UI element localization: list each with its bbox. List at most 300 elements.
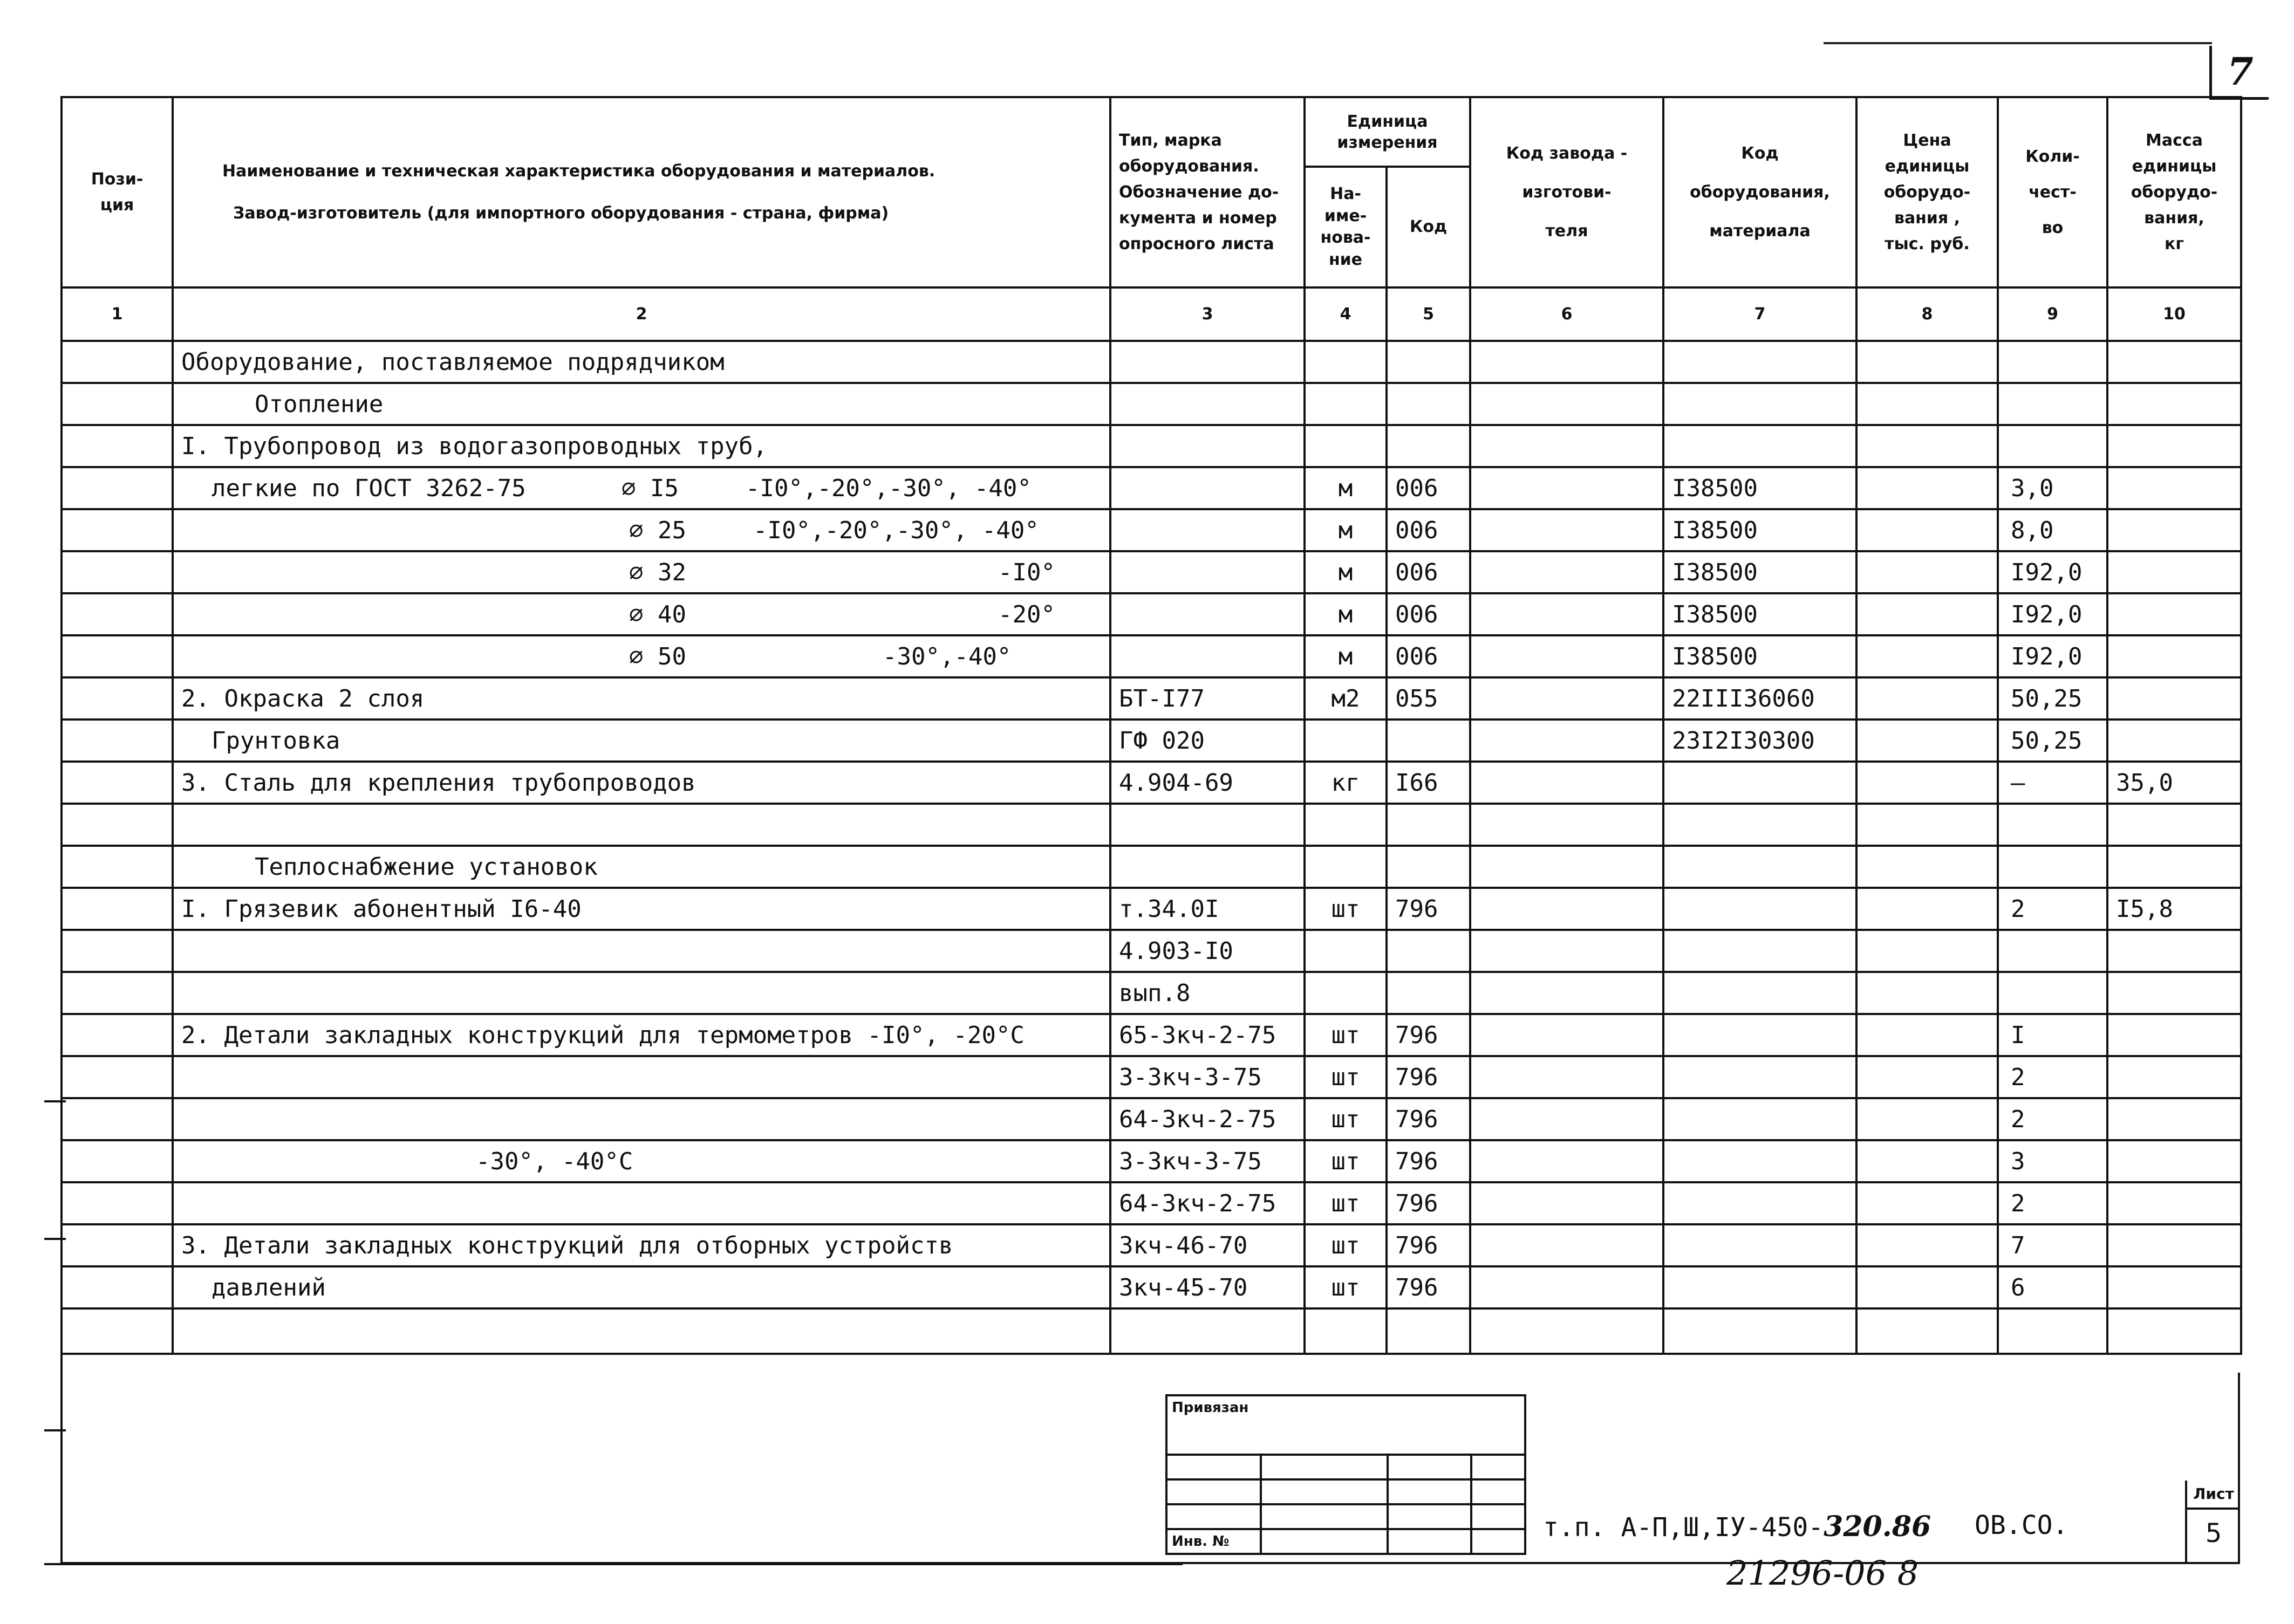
cell-type bbox=[1110, 383, 1305, 425]
cell-quantity bbox=[1998, 383, 2107, 425]
header-quantity: Коли- чест- во bbox=[1998, 97, 2107, 287]
cell-mass bbox=[2107, 930, 2241, 972]
header-factory-code: Код завода - изготови- теля bbox=[1470, 97, 1663, 287]
cell-quantity bbox=[1998, 930, 2107, 972]
stamp-cell bbox=[1388, 1504, 1471, 1529]
cell-type: т.34.0I bbox=[1110, 888, 1305, 930]
cell-type: 4.903-I0 bbox=[1110, 930, 1305, 972]
sheet-label: Лист bbox=[2187, 1481, 2240, 1510]
cell-price bbox=[1856, 1224, 1998, 1266]
pipe-diameter: ∅ 25 bbox=[629, 516, 686, 544]
cell-position bbox=[62, 593, 173, 635]
cell-unit-code: I66 bbox=[1387, 762, 1470, 804]
cell-material-code: 22III36060 bbox=[1663, 677, 1856, 720]
cell-material-code bbox=[1663, 1056, 1856, 1098]
cell-material-code bbox=[1663, 1308, 1856, 1354]
table-row bbox=[62, 425, 2241, 467]
cell-name bbox=[173, 467, 1110, 509]
cell-position bbox=[62, 677, 173, 720]
cell-name: Оборудование, поставляемое подрядчиком bbox=[173, 341, 1110, 383]
cell-position bbox=[62, 1266, 173, 1308]
cell-material-code: 23I2I30300 bbox=[1663, 720, 1856, 762]
cell-mass bbox=[2107, 1098, 2241, 1140]
cell-factory-code bbox=[1470, 972, 1663, 1014]
cell-name bbox=[173, 593, 1110, 635]
cell-price bbox=[1856, 1182, 1998, 1224]
cell-price bbox=[1856, 930, 1998, 972]
pipe-diameter: ∅ I5 bbox=[622, 474, 679, 502]
cell-factory-code bbox=[1470, 1098, 1663, 1140]
cell-quantity: 2 bbox=[1998, 1182, 2107, 1224]
column-number: 1 bbox=[62, 287, 173, 341]
cell-mass bbox=[2107, 509, 2241, 551]
column-number: 3 bbox=[1110, 287, 1305, 341]
cell-type bbox=[1110, 551, 1305, 593]
cell-factory-code bbox=[1470, 593, 1663, 635]
cell-unit-name bbox=[1305, 972, 1387, 1014]
cell-quantity: I92,0 bbox=[1998, 635, 2107, 677]
cell-material-code: I38500 bbox=[1663, 635, 1856, 677]
cell-position bbox=[62, 635, 173, 677]
cell-name bbox=[173, 509, 1110, 551]
header-mass: Масса единицы оборудо- вания, кг bbox=[2107, 97, 2241, 287]
cell-quantity bbox=[1998, 1308, 2107, 1354]
cell-mass bbox=[2107, 635, 2241, 677]
cell-type: 64-3кч-2-75 bbox=[1110, 1098, 1305, 1140]
cell-unit-name: м bbox=[1305, 551, 1387, 593]
cell-mass bbox=[2107, 1182, 2241, 1224]
stamp-cell bbox=[1471, 1504, 1525, 1529]
cell-factory-code bbox=[1470, 509, 1663, 551]
cell-type: 3кч-45-70 bbox=[1110, 1266, 1305, 1308]
cell-factory-code bbox=[1470, 467, 1663, 509]
cell-position bbox=[62, 383, 173, 425]
bottom-frame-line bbox=[44, 1563, 1183, 1565]
temperature-range: -I0°,-20°,-30°, -40° bbox=[753, 516, 1039, 544]
left-frame-line bbox=[60, 96, 63, 1563]
column-number: 6 bbox=[1470, 287, 1663, 341]
cell-material-code: I38500 bbox=[1663, 551, 1856, 593]
stamp-cell bbox=[1166, 1504, 1261, 1529]
column-number: 7 bbox=[1663, 287, 1856, 341]
cell-factory-code bbox=[1470, 1014, 1663, 1056]
pipe-diameter: ∅ 50 bbox=[629, 642, 686, 670]
temperature-range: -I0° bbox=[998, 558, 1055, 586]
cell-name bbox=[173, 1182, 1110, 1224]
cell-factory-code bbox=[1470, 762, 1663, 804]
cell-type bbox=[1110, 1308, 1305, 1354]
column-number: 2 bbox=[173, 287, 1110, 341]
cell-unit-name: шт bbox=[1305, 1098, 1387, 1140]
margin-tick bbox=[44, 1238, 66, 1240]
cell-unit-name: кг bbox=[1305, 762, 1387, 804]
cell-factory-code bbox=[1470, 804, 1663, 846]
cell-name bbox=[173, 1308, 1110, 1354]
cell-position bbox=[62, 1098, 173, 1140]
cell-price bbox=[1856, 1140, 1998, 1182]
cell-type bbox=[1110, 804, 1305, 846]
sheet-corner-number: 7 bbox=[2209, 46, 2269, 100]
header-name-line2: Завод-изготовитель (для импортного оборудования - страна, фирма) bbox=[233, 203, 889, 223]
table-row bbox=[62, 341, 2241, 383]
cell-price bbox=[1856, 467, 1998, 509]
cell-type: БТ-I77 bbox=[1110, 677, 1305, 720]
cell-price bbox=[1856, 593, 1998, 635]
cell-name bbox=[173, 972, 1110, 1014]
header-unit-name: На- име- нова- ние bbox=[1305, 167, 1387, 287]
header-unit-code: Код bbox=[1387, 167, 1470, 287]
cell-unit-code bbox=[1387, 720, 1470, 762]
document-code bbox=[1543, 1510, 1931, 1543]
cell-quantity: 2 bbox=[1998, 1056, 2107, 1098]
cell-name-text: легкие по ГОСТ 3262-75 bbox=[211, 474, 526, 502]
cell-unit-code bbox=[1387, 846, 1470, 888]
cell-price bbox=[1856, 509, 1998, 551]
cell-unit-code: 006 bbox=[1387, 467, 1470, 509]
table-row bbox=[62, 1014, 2241, 1056]
cell-price bbox=[1856, 762, 1998, 804]
cell-unit-name: шт bbox=[1305, 1140, 1387, 1182]
cell-name: Отопление bbox=[173, 383, 1110, 425]
specification-table bbox=[60, 96, 2242, 1355]
cell-price bbox=[1856, 888, 1998, 930]
cell-position bbox=[62, 1014, 173, 1056]
cell-mass bbox=[2107, 1266, 2241, 1308]
cell-quantity bbox=[1998, 846, 2107, 888]
stamp-cell bbox=[1471, 1455, 1525, 1479]
cell-quantity: 6 bbox=[1998, 1266, 2107, 1308]
cell-unit-name: шт bbox=[1305, 1182, 1387, 1224]
cell-type bbox=[1110, 635, 1305, 677]
cell-unit-code bbox=[1387, 1308, 1470, 1354]
cell-material-code bbox=[1663, 1224, 1856, 1266]
stamp-cell bbox=[1388, 1455, 1471, 1479]
cell-mass bbox=[2107, 1308, 2241, 1354]
cell-quantity: 3 bbox=[1998, 1140, 2107, 1182]
cell-material-code: I38500 bbox=[1663, 467, 1856, 509]
cell-mass bbox=[2107, 677, 2241, 720]
cell-position bbox=[62, 1140, 173, 1182]
cell-name: 3. Детали закладных конструкций для отборных устройств bbox=[173, 1224, 1110, 1266]
cell-unit-name bbox=[1305, 1308, 1387, 1354]
cell-unit-code: 006 bbox=[1387, 551, 1470, 593]
cell-unit-code bbox=[1387, 930, 1470, 972]
temperature-range: -I0°,-20°,-30°, -40° bbox=[746, 474, 1032, 502]
column-number: 5 bbox=[1387, 287, 1470, 341]
cell-quantity: 3,0 bbox=[1998, 467, 2107, 509]
cell-name bbox=[173, 1098, 1110, 1140]
cell-position bbox=[62, 1308, 173, 1354]
cell-position bbox=[62, 1182, 173, 1224]
cell-mass bbox=[2107, 972, 2241, 1014]
stamp-bound-label: Привязан bbox=[1166, 1395, 1525, 1455]
cell-name: I. Трубопровод из водогазопроводных труб, bbox=[173, 425, 1110, 467]
cell-type: вып.8 bbox=[1110, 972, 1305, 1014]
sheet-number-box bbox=[2185, 1481, 2240, 1564]
temperature-range: -20° bbox=[998, 600, 1055, 628]
cell-mass bbox=[2107, 846, 2241, 888]
cell-price bbox=[1856, 1308, 1998, 1354]
cell-name bbox=[173, 635, 1110, 677]
cell-mass bbox=[2107, 341, 2241, 383]
cell-price bbox=[1856, 383, 1998, 425]
cell-unit-code: 796 bbox=[1387, 1056, 1470, 1098]
cell-factory-code bbox=[1470, 930, 1663, 972]
cell-mass bbox=[2107, 551, 2241, 593]
cell-price bbox=[1856, 804, 1998, 846]
cell-unit-name: м bbox=[1305, 593, 1387, 635]
cell-mass bbox=[2107, 1014, 2241, 1056]
cell-unit-name bbox=[1305, 341, 1387, 383]
cell-type: 64-3кч-2-75 bbox=[1110, 1182, 1305, 1224]
cell-type: 4.904-69 bbox=[1110, 762, 1305, 804]
stamp-cell bbox=[1471, 1479, 1525, 1504]
cell-material-code bbox=[1663, 888, 1856, 930]
cell-type bbox=[1110, 593, 1305, 635]
cell-factory-code bbox=[1470, 1224, 1663, 1266]
cell-unit-code: 006 bbox=[1387, 509, 1470, 551]
cell-quantity bbox=[1998, 425, 2107, 467]
cell-quantity: I92,0 bbox=[1998, 593, 2107, 635]
cell-name: 2. Детали закладных конструкций для термометров -I0°, -20°С bbox=[173, 1014, 1110, 1056]
cell-unit-code bbox=[1387, 972, 1470, 1014]
cell-factory-code bbox=[1470, 1056, 1663, 1098]
table-row bbox=[62, 1266, 2241, 1308]
cell-unit-code: 796 bbox=[1387, 1140, 1470, 1182]
cell-name: -30°, -40°С bbox=[173, 1140, 1110, 1182]
cell-unit-name bbox=[1305, 720, 1387, 762]
stamp-cell bbox=[1261, 1504, 1388, 1529]
cell-unit-code: 796 bbox=[1387, 1014, 1470, 1056]
cell-unit-code bbox=[1387, 383, 1470, 425]
cell-type bbox=[1110, 846, 1305, 888]
margin-tick bbox=[44, 1100, 66, 1102]
column-numbers-row bbox=[62, 287, 2241, 341]
cell-quantity: 2 bbox=[1998, 1098, 2107, 1140]
cell-factory-code bbox=[1470, 720, 1663, 762]
cell-factory-code bbox=[1470, 846, 1663, 888]
cell-mass bbox=[2107, 593, 2241, 635]
cell-unit-name: м bbox=[1305, 467, 1387, 509]
cell-quantity: I bbox=[1998, 1014, 2107, 1056]
cell-unit-name: м bbox=[1305, 509, 1387, 551]
cell-name bbox=[173, 1056, 1110, 1098]
cell-price bbox=[1856, 846, 1998, 888]
cell-price bbox=[1856, 972, 1998, 1014]
cell-name bbox=[173, 551, 1110, 593]
table-row bbox=[62, 1098, 2241, 1140]
table-row bbox=[62, 509, 2241, 551]
cell-factory-code bbox=[1470, 341, 1663, 383]
cell-mass bbox=[2107, 425, 2241, 467]
table-row bbox=[62, 972, 2241, 1014]
cell-material-code bbox=[1663, 972, 1856, 1014]
cell-unit-name: шт bbox=[1305, 888, 1387, 930]
cell-type: 3-3кч-3-75 bbox=[1110, 1056, 1305, 1098]
cell-price bbox=[1856, 1056, 1998, 1098]
cell-quantity: – bbox=[1998, 762, 2107, 804]
column-number: 8 bbox=[1856, 287, 1998, 341]
cell-factory-code bbox=[1470, 888, 1663, 930]
cell-mass bbox=[2107, 1140, 2241, 1182]
stamp-cell bbox=[1166, 1455, 1261, 1479]
cell-name: Теплоснабжение установок bbox=[173, 846, 1110, 888]
cell-material-code bbox=[1663, 383, 1856, 425]
cell-name: 2. Окраска 2 слоя bbox=[173, 677, 1110, 720]
cell-factory-code bbox=[1470, 1266, 1663, 1308]
table-row bbox=[62, 846, 2241, 888]
top-border-line bbox=[1824, 42, 2212, 44]
cell-type bbox=[1110, 509, 1305, 551]
table-row bbox=[62, 677, 2241, 720]
cell-name: 3. Сталь для крепления трубопроводов bbox=[173, 762, 1110, 804]
cell-unit-name: шт bbox=[1305, 1014, 1387, 1056]
cell-name: I. Грязевик абонентный I6-40 bbox=[173, 888, 1110, 930]
cell-factory-code bbox=[1470, 1140, 1663, 1182]
cell-quantity: 50,25 bbox=[1998, 720, 2107, 762]
cell-position bbox=[62, 551, 173, 593]
cell-position bbox=[62, 762, 173, 804]
cell-type: ГФ 020 bbox=[1110, 720, 1305, 762]
cell-position bbox=[62, 467, 173, 509]
cell-price bbox=[1856, 1098, 1998, 1140]
document-code-prefix: т.п. А-П,Ш,IУ-450- bbox=[1543, 1512, 1824, 1543]
cell-unit-code: 006 bbox=[1387, 593, 1470, 635]
cell-mass bbox=[2107, 383, 2241, 425]
stamp-cell bbox=[1261, 1455, 1388, 1479]
cell-mass bbox=[2107, 720, 2241, 762]
table-row bbox=[62, 593, 2241, 635]
cell-mass: 35,0 bbox=[2107, 762, 2241, 804]
table-row bbox=[62, 720, 2241, 762]
header-price: Цена единицы оборудо- вания , тыс. руб. bbox=[1856, 97, 1998, 287]
cell-mass bbox=[2107, 804, 2241, 846]
cell-price bbox=[1856, 635, 1998, 677]
stamp-cell bbox=[1166, 1479, 1261, 1504]
cell-quantity: 2 bbox=[1998, 888, 2107, 930]
cell-unit-code bbox=[1387, 341, 1470, 383]
cell-position bbox=[62, 1224, 173, 1266]
table-row bbox=[62, 635, 2241, 677]
binding-stamp bbox=[1165, 1394, 1526, 1555]
cell-quantity: I92,0 bbox=[1998, 551, 2107, 593]
cell-type bbox=[1110, 341, 1305, 383]
cell-type: 65-3кч-2-75 bbox=[1110, 1014, 1305, 1056]
cell-factory-code bbox=[1470, 635, 1663, 677]
cell-price bbox=[1856, 677, 1998, 720]
stamp-cell bbox=[1261, 1479, 1388, 1504]
cell-unit-code bbox=[1387, 425, 1470, 467]
stamp-cell bbox=[1261, 1529, 1388, 1554]
cell-position bbox=[62, 425, 173, 467]
cell-factory-code bbox=[1470, 425, 1663, 467]
table-row bbox=[62, 1224, 2241, 1266]
cell-position bbox=[62, 846, 173, 888]
cell-unit-code: 796 bbox=[1387, 888, 1470, 930]
table-row bbox=[62, 1056, 2241, 1098]
cell-factory-code bbox=[1470, 383, 1663, 425]
header-name bbox=[173, 97, 1110, 287]
cell-material-code bbox=[1663, 1266, 1856, 1308]
pipe-diameter: ∅ 32 bbox=[629, 558, 686, 586]
cell-material-code bbox=[1663, 341, 1856, 383]
cell-price bbox=[1856, 720, 1998, 762]
cell-mass bbox=[2107, 1056, 2241, 1098]
cell-unit-name bbox=[1305, 846, 1387, 888]
table-row bbox=[62, 804, 2241, 846]
cell-position bbox=[62, 972, 173, 1014]
table-row bbox=[62, 467, 2241, 509]
cell-unit-name bbox=[1305, 930, 1387, 972]
stamp-cell bbox=[1471, 1529, 1525, 1554]
cell-unit-code: 055 bbox=[1387, 677, 1470, 720]
cell-mass: I5,8 bbox=[2107, 888, 2241, 930]
stamp-cell bbox=[1388, 1479, 1471, 1504]
cell-material-code: I38500 bbox=[1663, 509, 1856, 551]
temperature-range: -30°,-40° bbox=[883, 642, 1012, 670]
table-row bbox=[62, 551, 2241, 593]
table-row bbox=[62, 1182, 2241, 1224]
cell-position bbox=[62, 1056, 173, 1098]
cell-type: 3кч-46-70 bbox=[1110, 1224, 1305, 1266]
column-number: 10 bbox=[2107, 287, 2241, 341]
table-row bbox=[62, 383, 2241, 425]
cell-price bbox=[1856, 341, 1998, 383]
cell-unit-name: шт bbox=[1305, 1266, 1387, 1308]
cell-unit-code: 796 bbox=[1387, 1098, 1470, 1140]
cell-price bbox=[1856, 425, 1998, 467]
specification-body bbox=[62, 341, 2241, 1354]
cell-unit-code: 796 bbox=[1387, 1266, 1470, 1308]
header-material-code: Код оборудования, материала bbox=[1663, 97, 1856, 287]
table-row bbox=[62, 1140, 2241, 1182]
document-code-handwritten: 320.86 bbox=[1824, 1510, 1931, 1543]
cell-type bbox=[1110, 425, 1305, 467]
cell-position bbox=[62, 888, 173, 930]
cell-quantity bbox=[1998, 972, 2107, 1014]
cell-factory-code bbox=[1470, 551, 1663, 593]
cell-unit-name bbox=[1305, 383, 1387, 425]
cell-position bbox=[62, 930, 173, 972]
cell-mass bbox=[2107, 467, 2241, 509]
cell-unit-name: м bbox=[1305, 635, 1387, 677]
table-row bbox=[62, 888, 2241, 930]
cell-unit-name: шт bbox=[1305, 1224, 1387, 1266]
cell-material-code bbox=[1663, 1014, 1856, 1056]
pipe-diameter: ∅ 40 bbox=[629, 600, 686, 628]
header-name-line1: Наименование и техническая характеристика оборудования и материалов. bbox=[222, 161, 936, 181]
cell-name: Грунтовка bbox=[173, 720, 1110, 762]
cell-material-code bbox=[1663, 930, 1856, 972]
cell-unit-name: м2 bbox=[1305, 677, 1387, 720]
cell-material-code bbox=[1663, 1182, 1856, 1224]
column-number: 4 bbox=[1305, 287, 1387, 341]
cell-material-code bbox=[1663, 804, 1856, 846]
header-unit-group: Единица измерения bbox=[1305, 97, 1470, 167]
cell-price bbox=[1856, 1266, 1998, 1308]
cell-type: 3-3кч-3-75 bbox=[1110, 1140, 1305, 1182]
cell-price bbox=[1856, 551, 1998, 593]
cell-unit-name bbox=[1305, 804, 1387, 846]
cell-unit-name: шт bbox=[1305, 1056, 1387, 1098]
cell-factory-code bbox=[1470, 677, 1663, 720]
cell-quantity bbox=[1998, 341, 2107, 383]
table-row bbox=[62, 1308, 2241, 1354]
header-type: Тип, марка оборудования. Обозначение до- кумента и номер опросного листа bbox=[1110, 97, 1305, 287]
cell-unit-name bbox=[1305, 425, 1387, 467]
registration-number: 21296-06 8 bbox=[1726, 1553, 1919, 1593]
cell-factory-code bbox=[1470, 1182, 1663, 1224]
